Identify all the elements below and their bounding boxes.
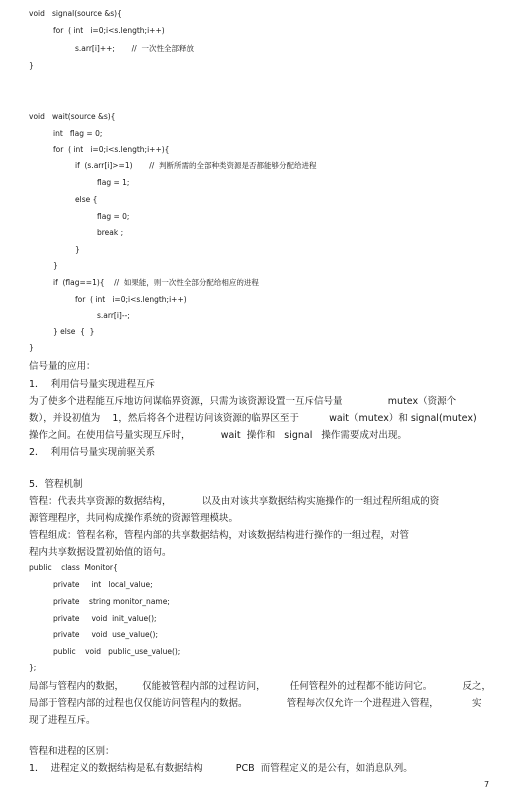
section-heading: 管程和进程的区别：: [29, 746, 115, 757]
code-line: flag = 0;: [97, 212, 130, 221]
paragraph-line: 现了进程互斥。: [29, 715, 96, 726]
section-heading: 信号量的应用：: [29, 361, 96, 372]
section-heading: 5．管程机制: [29, 479, 83, 490]
code-line: flag = 1;: [97, 178, 130, 187]
code-line: if (flag==1){ // 如果能，则一次性全部分配给相应的进程: [53, 278, 259, 287]
paragraph-line: 1． 进程定义的数据结构是私有数据结构 PCB 而管程定义的是公有，如消息队列。: [29, 763, 413, 774]
paragraph-line: 管程组成：管程名称，管程内部的共享数据结构，对该数据结构进行操作的一组过程，对管: [29, 530, 410, 541]
code-line: }: [29, 61, 34, 70]
code-line: }: [75, 245, 80, 254]
code-line: private int local_value;: [53, 580, 153, 589]
paragraph-line: 源管理程序，共同构成操作系统的资源管理模块。: [29, 513, 239, 524]
code-line: for ( int i=0;i<s.length;i++): [53, 26, 165, 35]
subsection-heading: 1． 利用信号量实现进程互斥: [29, 379, 156, 390]
code-line: private string monitor_name;: [53, 597, 170, 606]
paragraph-line: 管程：代表共享资源的数据结构， 以及由对该共享数据结构实施操作的一组过程所组成的资: [29, 496, 440, 507]
code-line: private void use_value();: [53, 630, 158, 639]
paragraph-line: 操作之间。在使用信号量实现互斥时， wait 操作和 signal 操作需要成对出现。: [29, 430, 407, 441]
paragraph-line: 局部与管程内的数据， 仅能被管程内部的过程访问， 任何管程外的过程都不能访问它。 反之，: [29, 681, 491, 692]
code-line: else {: [75, 195, 98, 204]
paragraph-line: 数），并设初值为 1，然后将各个进程访问该资源的临界区至于 wait（mutex）和 signal(mutex): [29, 413, 477, 424]
code-line: void wait(source &s){: [29, 112, 116, 121]
code-line: };: [29, 663, 37, 672]
code-line: break ;: [97, 228, 124, 237]
code-line: public void public_use_value();: [53, 647, 181, 656]
code-line: private void init_value();: [53, 614, 157, 623]
code-line: s.arr[i]--;: [97, 311, 130, 320]
paragraph-line: 为了使多个进程能互斥地访问谋临界资源，只需为该资源设置一互斥信号量 mutex（资源个: [29, 396, 457, 407]
page-number: 7: [484, 780, 490, 789]
code-line: if (s.arr[i]>=1) // 判断所需的全部种类资源是否都能够分配给进程: [75, 161, 317, 170]
code-line: }: [29, 343, 34, 352]
paragraph-line: 程内共享数据设置初始值的语句。: [29, 547, 172, 558]
code-line: void signal(source &s){: [29, 9, 122, 18]
code-line: } else { }: [53, 327, 95, 336]
code-line: s.arr[i]++; // 一次性全部释放: [75, 44, 194, 53]
subsection-heading: 2． 利用信号量实现前驱关系: [29, 447, 156, 458]
paragraph-line: 局部于管程内部的过程也仅仅能访问管程内的数据。 管程每次仅允许一个进程进入管程， 实: [29, 698, 482, 709]
code-line: public class Monitor{: [29, 563, 118, 572]
code-line: int flag = 0;: [53, 129, 103, 138]
code-line: for ( int i=0;i<s.length;i++): [75, 295, 187, 304]
code-line: }: [53, 261, 58, 270]
code-line: for ( int i=0;i<s.length;i++){: [53, 145, 170, 154]
